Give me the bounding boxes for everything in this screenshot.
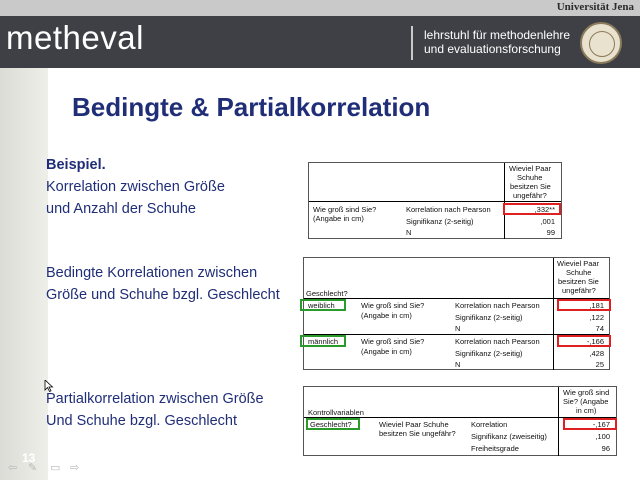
stat-value: ,100	[595, 432, 610, 441]
slide-title: Bedingte & Partialkorrelation	[72, 92, 431, 122]
highlight-box-red	[563, 418, 617, 430]
stat-label: Korrelation	[471, 420, 508, 429]
text-correlation-line2: und Anzahl der Schuhe	[46, 201, 196, 217]
split-variable-label: Geschlecht?	[306, 289, 348, 298]
col-header-line: Schuhe	[517, 173, 543, 182]
stat-label: N	[455, 324, 461, 333]
col-header-line: besitzen Sie	[510, 182, 551, 191]
highlight-box-red	[557, 335, 611, 347]
col-header-line: Sie? (Angabe	[563, 397, 609, 406]
correlation-table	[308, 162, 562, 239]
stat-label: Signifikanz (2-seitig)	[455, 349, 523, 358]
page-number: 13	[22, 451, 36, 465]
col-header-line: Wieviel Paar	[509, 164, 552, 173]
stat-value: ,001	[540, 217, 555, 226]
highlight-box-green	[306, 418, 360, 430]
col-header-line: in cm)	[576, 406, 597, 415]
text-partial-line2: Und Schuhe bzgl. Geschlecht	[46, 413, 238, 429]
stat-label: Korrelation nach Pearson	[406, 205, 491, 214]
row-variable: besitzen Sie ungefähr?	[379, 429, 456, 438]
stat-value: ,122	[589, 313, 604, 322]
mouse-cursor-icon	[44, 380, 54, 392]
highlight-box-red	[557, 299, 611, 311]
stat-value: ,428	[589, 349, 604, 358]
text-conditional-line2: Größe und Schuhe bzgl. Geschlecht	[46, 287, 280, 303]
highlight-box-green	[300, 335, 346, 347]
university-seal-icon	[580, 22, 622, 64]
stat-value: ,332**	[534, 205, 555, 214]
col-header-line: ungefähr?	[513, 191, 547, 200]
highlight-box-red	[503, 203, 561, 215]
text-correlation-line1: Korrelation zwischen Größe	[46, 179, 225, 195]
row-variable: (Angabe in cm)	[361, 311, 412, 320]
row-variable: (Angabe in cm)	[313, 214, 364, 223]
row-variable: Wie groß sind Sie?	[313, 205, 377, 214]
prev-slide-icon[interactable]: ⇦	[8, 462, 18, 474]
metheval-logo: metheval	[6, 19, 144, 56]
slide-menu-icon[interactable]: ▭	[50, 462, 61, 474]
highlight-box-green	[300, 299, 346, 311]
stat-label: Signifikanz (2-seitig)	[406, 217, 474, 226]
col-header-line: Schuhe	[566, 268, 592, 277]
header-divider	[411, 26, 413, 60]
col-header-line: Wieviel Paar	[557, 259, 600, 268]
header-banner	[0, 16, 640, 68]
stat-label: Freiheitsgrade	[471, 444, 519, 453]
text-conditional-line1: Bedingte Korrelationen zwischen	[46, 265, 258, 281]
top-bar	[0, 0, 640, 16]
left-decor-strip	[0, 68, 48, 480]
group-label: männlich	[308, 337, 339, 346]
stat-label: Korrelation nach Pearson	[455, 337, 540, 346]
text-partial-line1: Partialkorrelation zwischen Größe	[46, 391, 264, 407]
col-header-line: ungefähr?	[562, 286, 596, 295]
partial-correlation-table	[303, 386, 617, 456]
control-variable: Geschlecht?	[310, 420, 352, 429]
row-variable: Wieviel Paar Schuhe	[379, 420, 449, 429]
stat-label: Signifikanz (zweiseitig)	[471, 432, 547, 441]
col-header-line: besitzen Sie	[558, 277, 599, 286]
group-label: weiblich	[308, 301, 335, 310]
stat-label: N	[406, 228, 412, 237]
stat-value: 99	[546, 228, 555, 237]
col-header-line: Wie groß sind	[563, 388, 610, 397]
stat-value: -,166	[586, 337, 604, 346]
row-variable: (Angabe in cm)	[361, 347, 412, 356]
stat-label: N	[455, 360, 461, 369]
row-variable: Wie groß sind Sie?	[361, 301, 425, 310]
stat-label: Korrelation nach Pearson	[455, 301, 540, 310]
stat-value: -,167	[592, 420, 610, 429]
conditional-correlation-table	[303, 257, 610, 370]
stat-label: Signifikanz (2-seitig)	[455, 313, 523, 322]
chair-name-line1: lehrstuhl für methodenlehre	[424, 28, 571, 42]
example-label: Beispiel.	[46, 157, 106, 173]
pen-icon[interactable]: ✎	[28, 462, 38, 474]
row-variable: Wie groß sind Sie?	[361, 337, 425, 346]
stat-value: 74	[595, 324, 604, 333]
next-slide-icon[interactable]: ⇨	[70, 462, 80, 474]
stat-value: 25	[595, 360, 604, 369]
stat-value: 96	[601, 444, 610, 453]
stat-value: ,181	[589, 301, 604, 310]
university-name: Universität Jena	[556, 1, 634, 13]
control-variables-label: Kontrollvariablen	[308, 408, 364, 417]
chair-name-line2: und evaluationsforschung	[424, 42, 561, 56]
